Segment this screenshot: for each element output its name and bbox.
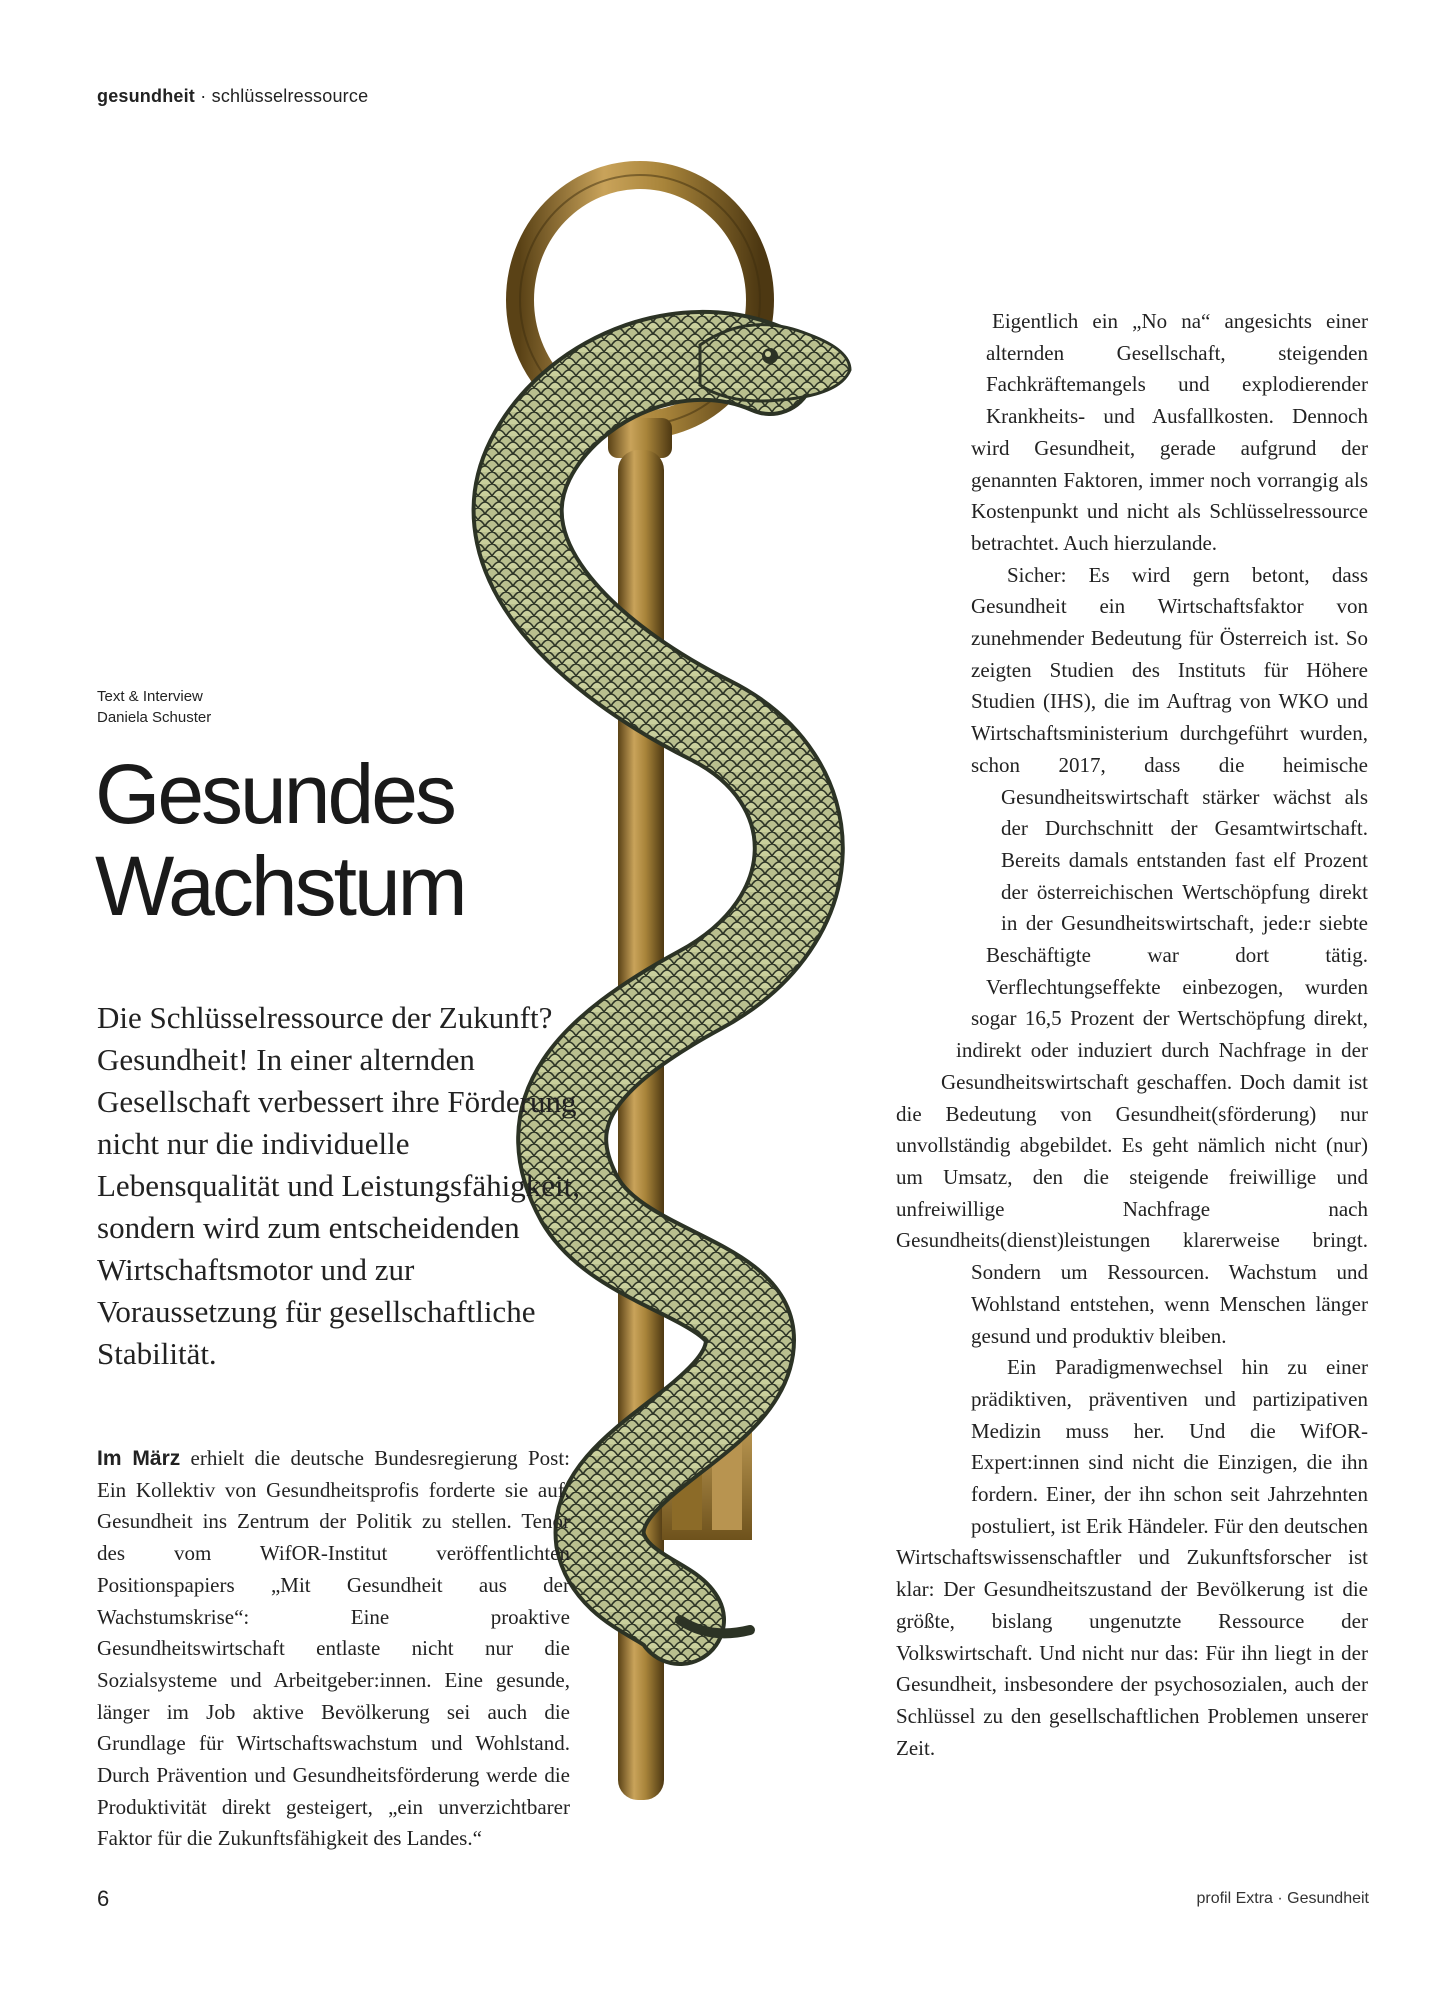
headline: [95, 748, 465, 932]
body-right-paragraph-2: Sicher: Es wird gern betont, dass Gesundheit ein Wirtschaftsfaktor von zunehmender Bedeutung für Österreich ist. So zeigten Studien des Instituts für Höhere Studien (IHS), die im Auftrag von WKO und Wirtschaftsministerium durchgeführt wurden, schon 2017, dass die heimische Gesundheitswirtschaft stärker wächst als der Durchschnitt der Gesamtwirtschaft. Bereits damals entstanden fast elf Prozent der österreichischen Wertschöpfung direkt in der Gesundheitswirtschaft, jede:r siebte Beschäftigte war dort tätig. Verflechtungseffekte einbezogen, wurden sogar 16,5 Prozent der Wertschöpfung direkt, indirekt oder induziert durch Nachfrage in der Gesundheitswirtschaft geschaffen. Doch damit ist die Bedeutung von Gesundheit(sförderung) nur unvollständig abgebildet. Es geht nämlich nicht (nur) um Umsatz, den die steigende freiwillige und unfreiwillige Nachfrage nach Gesundheits(dienst)leistungen klarerweise bringt. Sondern um Ressourcen. Wachstum und Wohlstand entstehen, wenn Menschen länger gesund und produktiv bleiben.: [896, 562, 1368, 1348]
snake-icon: [518, 325, 850, 1634]
body-column-left: [97, 1443, 570, 1855]
body-column-right: [896, 306, 1368, 1764]
credit-role: Text & Interview: [97, 688, 203, 705]
author-credit: [97, 686, 211, 728]
headline-line-1: Gesundes: [95, 747, 454, 841]
section-label: gesundheit: [97, 86, 196, 106]
footer-publication: profil Extra · Gesundheit: [1196, 1890, 1369, 1907]
page-number: 6: [97, 1886, 110, 1911]
topic-label: schlüsselressource: [211, 86, 369, 106]
running-head-separator: ·: [195, 86, 212, 106]
lead-paragraph: Die Schlüsselressource der Zukunft? Gesundheit! In einer alternden Gesellschaft verbessert ihre Förderung nicht nur die individuelle Lebensqualität und Leistungsfähigkeit, sondern wird zum entscheidenden Wirtschaftsmotor und zur Voraussetzung für gesellschaftliche Stabilität.: [97, 1000, 580, 1371]
running-head: [97, 86, 368, 107]
headline-line-2: Wachstum: [95, 839, 465, 933]
lead-in: Im März: [97, 1447, 181, 1470]
credit-author: Daniela Schuster: [97, 709, 212, 726]
body-right-paragraph-1: Eigentlich ein „No na“ angesichts einer alternden Gesellschaft, steigenden Fachkräftemangels und explodierender Krankheits- und Ausfallkosten. Dennoch wird Gesundheit, gerade aufgrund der genannten Faktoren, immer noch vorrangig als Kostenpunkt und nicht als Schlüsselressource betrachtet. Auch hierzulande.: [971, 309, 1368, 555]
body-left-text: erhielt die deutsche Bundesregierung Post: Ein Kollektiv von Gesundheitsprofis forderte sie auf, Gesundheit ins Zentrum der Politik zu stellen. Tenor des vom WifOR-Institut veröffentlichten Positionspapiers „Mit Gesundheit aus der Wachstumskrise“: Eine proaktive Gesundheitswirtschaft entlaste nicht nur die Sozialsysteme und Arbeitgeber:innen. Eine gesunde, länger im Job aktive Bevölkerung sei auch die Grundlage für Wirtschaftswachstum und Wohlstand. Durch Prävention und Gesundheitsförderung werde die Produktivität direkt gesteigert, „ein unverzichtbarer Faktor für die Zukunftsfähigkeit des Landes.“: [97, 1446, 571, 1851]
body-right-paragraph-3: Ein Paradigmenwechsel hin zu einer prädiktiven, präventiven und partizipativen Medizin muss her. Und die WifOR-Expert:innen sind nicht die Einzigen, die ihn fordern. Einer, der ihn schon seit Jahrzehnten postuliert, ist Erik Händeler. Für den deutschen Wirtschaftswissenschaftler und Zukunftsforscher ist klar: Der Gesundheitszustand der Bevölkerung ist die größte, bislang ungenutzte Ressource der Volkswirtschaft. Und nicht nur das: Für ihn liegt in der Gesundheit, insbesondere der psychosozialen, auch der Schlüssel zu den gesellschaftlichen Problemen unserer Zeit.: [896, 1355, 1368, 1760]
